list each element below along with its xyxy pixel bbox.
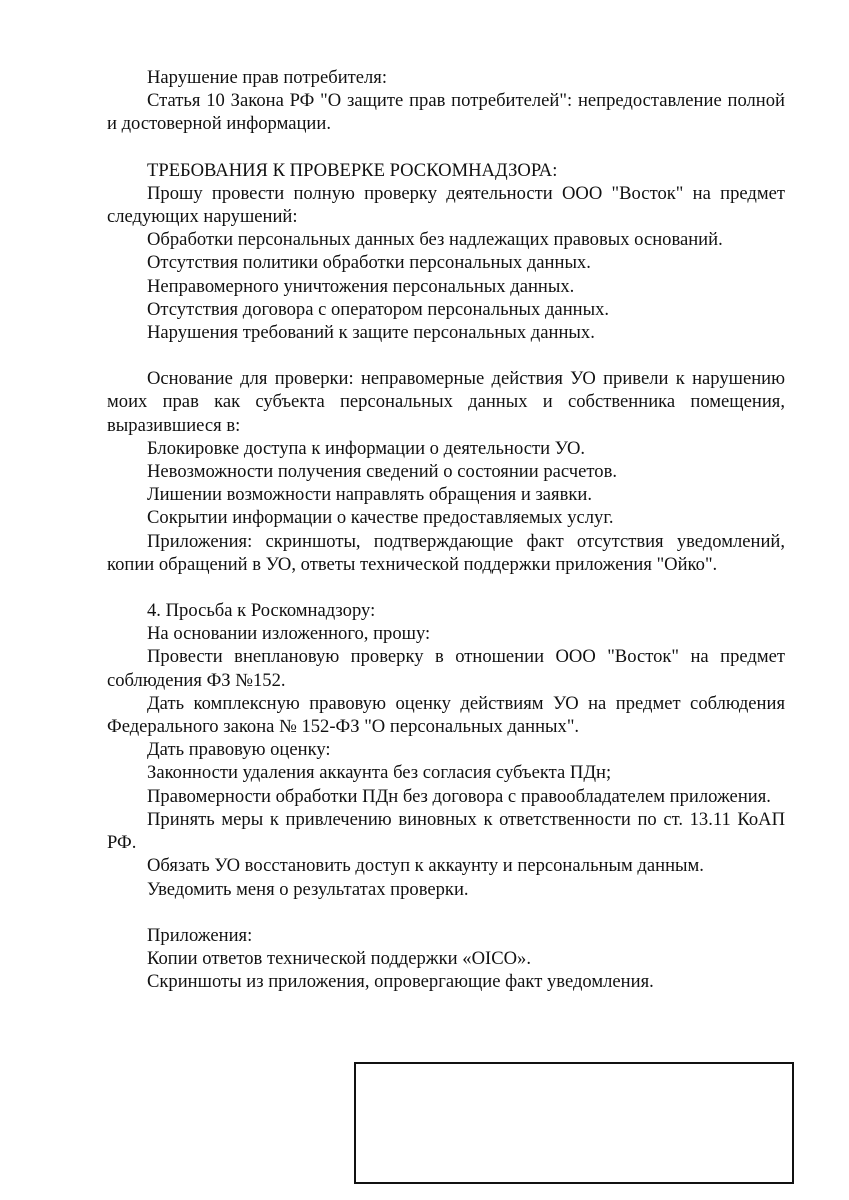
stamp-box: [354, 1062, 794, 1184]
list-item: Скриншоты из приложения, опровергающие факт уведомления.: [147, 971, 654, 993]
list-item: Отсутствия договора с оператором персональных данных.: [147, 298, 610, 320]
paragraph: Статья 10 Закона РФ "О защите прав потребителей": непредоставление полной и достоверной информации.: [107, 90, 785, 135]
list-item: Законности удаления аккаунта без согласия субъекта ПДн;: [147, 762, 612, 784]
paragraph: На основании изложенного, прошу:: [147, 623, 431, 645]
list-item: Копии ответов технической поддержки «OICO».: [147, 947, 531, 969]
section-heading: Приложения:: [147, 924, 253, 946]
paragraph-gap: [107, 136, 785, 159]
list-item: Правомерности обработки ПДн без договора с правообладателем приложения.: [147, 785, 771, 807]
section-heading: 4. Просьба к Роскомнадзору:: [147, 600, 376, 622]
list-item: Обязать УО восстановить доступ к аккаунту и персональным данным.: [147, 855, 704, 877]
list-item: Дать комплексную правовую оценку действиям УО на предмет соблюдения Федерального закона № 152-ФЗ "О персональных данных".: [107, 692, 785, 738]
paragraph: Приложения: скриншоты, подтверждающие факт отсутствия уведомлений, копии обращений в УО, ответы технической поддержки приложения "Ойко".: [107, 530, 785, 575]
paragraph: Прошу провести полную проверку деятельности ООО "Восток" на предмет следующих нарушений:: [107, 182, 785, 228]
section-heading: ТРЕБОВАНИЯ К ПРОВЕРКЕ РОСКОМНАДЗОРА:: [147, 159, 558, 181]
list-item: Блокировке доступа к информации о деятельности УО.: [147, 437, 586, 459]
document-body: [107, 66, 785, 993]
list-item: Отсутствия политики обработки персональных данных.: [147, 252, 591, 274]
list-item: Невозможности получения сведений о состоянии расчетов.: [147, 461, 618, 483]
paragraph: Нарушение прав потребителя:: [147, 67, 388, 88]
paragraph-gap: [107, 576, 785, 599]
list-item: Неправомерного уничтожения персональных данных.: [147, 275, 575, 297]
list-item: Уведомить меня о результатах проверки.: [147, 878, 469, 900]
list-item: Дать правовую оценку:: [147, 739, 331, 761]
paragraph: Основание для проверки: неправомерные действия УО привели к нарушению моих прав как субъекта персональных данных и собственника помещения, выразившиеся в:: [107, 368, 785, 436]
list-item: Нарушения требований к защите персональных данных.: [147, 322, 595, 344]
list-item: Лишении возможности направлять обращения и заявки.: [147, 484, 593, 506]
list-item: Обработки персональных данных без надлежащих правовых оснований.: [147, 229, 723, 251]
paragraph-gap: [107, 901, 785, 924]
list-item: Провести внеплановую проверку в отношении ООО "Восток" на предмет соблюдения ФЗ №152.: [107, 646, 785, 691]
list-item: Принять меры к привлечению виновных к ответственности по ст. 13.11 КоАП РФ.: [107, 808, 785, 854]
paragraph-gap: [107, 344, 785, 367]
list-item: Сокрытии информации о качестве предоставляемых услуг.: [147, 507, 614, 529]
